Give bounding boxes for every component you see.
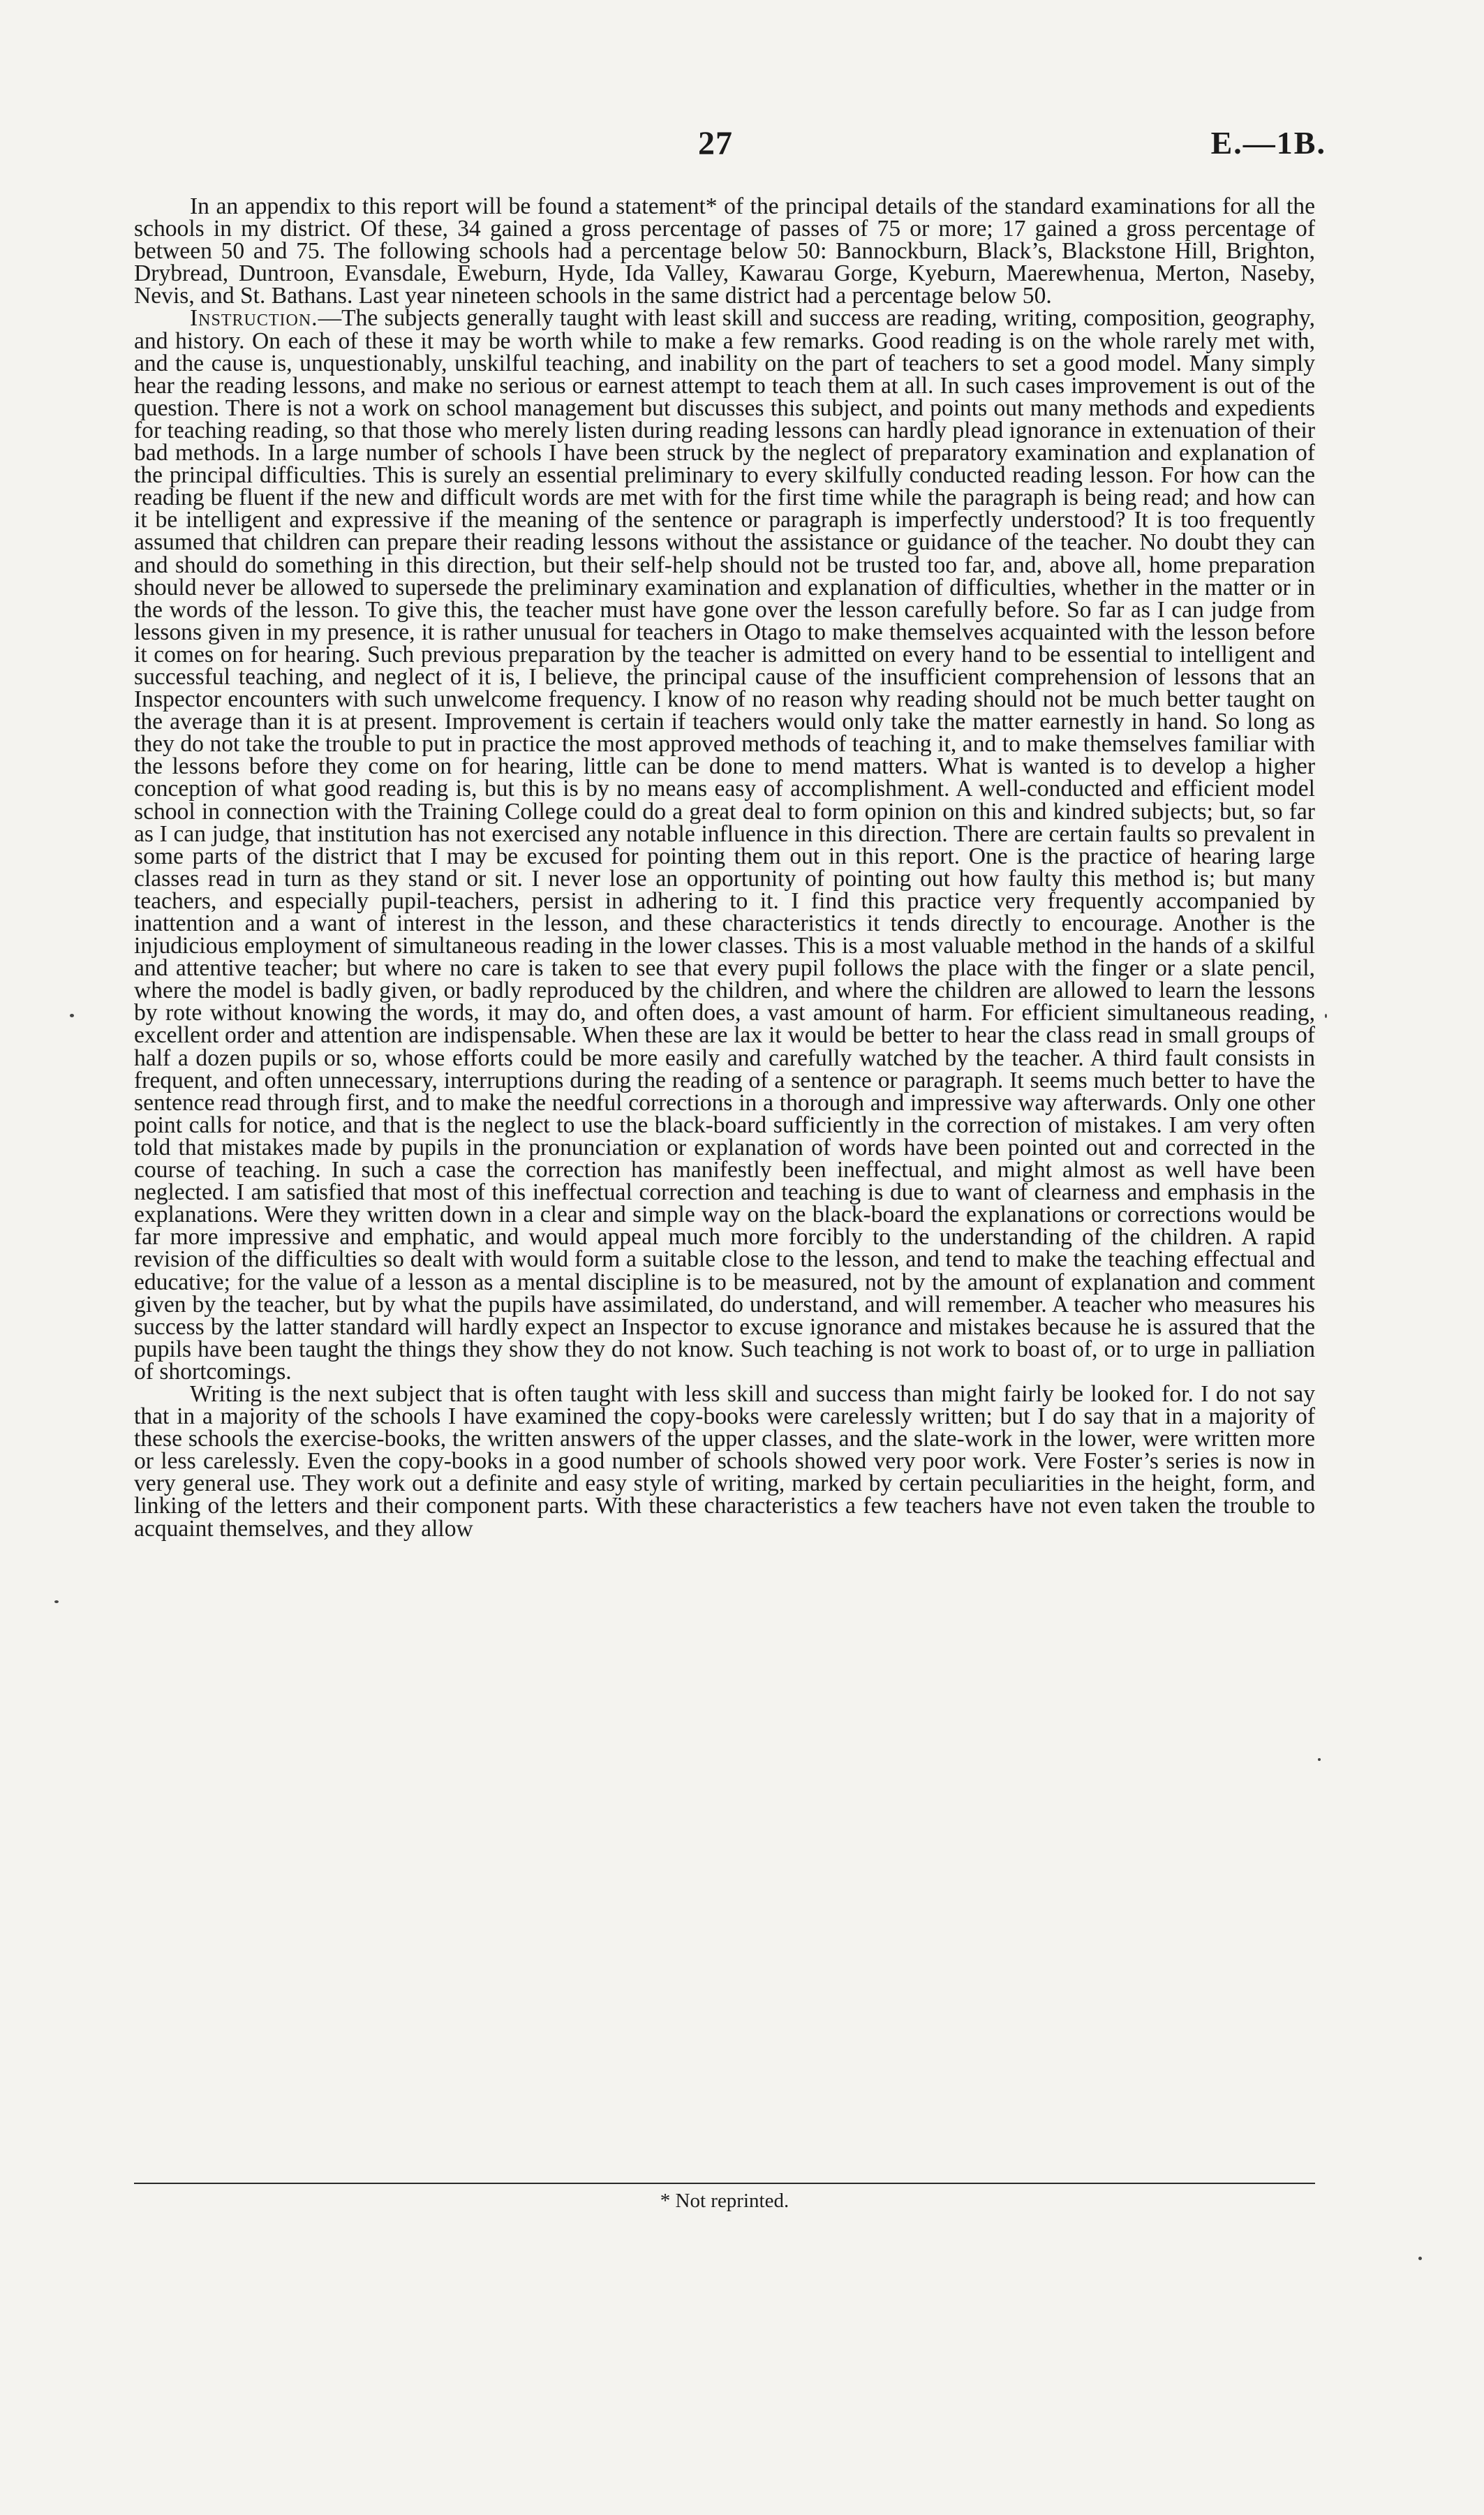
paragraph-instruction [134, 307, 1315, 1383]
footnote-divider [134, 2183, 1315, 2184]
scan-speck [1318, 1758, 1321, 1761]
paragraph-text: In an appendix to this report will be found a statement* of the principal details of the standard examinations for all the schools in my district. Of these, 34 gained a gross percentage of passes of 75 or more; 17 gained a gross percentage of between 50 and 75. The following schools had a percentage below 50: Bannockburn, Black’s, Blackstone Hill, Brighton, Drybread, Duntroon, Evansdale, Eweburn, Hyde, Ida Valley, Kawarau Gorge, Kyeburn, Maerewhenua, Merton, Naseby, Nevis, and St. Bathans. Last year nineteen schools in the same district had a percentage below 50. [134, 193, 1315, 309]
paragraph-text: —The subjects generally taught with least skill and success are reading, writing, composition, geography, and history. On each of these it may be worth while to make a few remarks. Good reading is on the whole rarely met with, and the cause is, unquestionably, unskilful teaching, and inability on the part of teachers to set a good model. Many simply hear the reading lessons, and make no serious or earnest attempt to teach them at all. In such cases improvement is out of the question. There is not a work on school management but discusses this subject, and points out many methods and expedients for teaching reading, so that those who merely listen during reading lessons can hardly plead ignorance in extenuation of their bad methods. In a large number of schools I have been struck by the neglect of preparatory examination and explanation of the principal difficulties. This is surely an essential preliminary to every skilfully conducted reading lesson. For how can the reading be fluent if the new and difficult words are met with for the first time while the paragraph is being read; and how can it be intelligent and expressive if the meaning of the sentence or paragraph is imperfectly understood? It is too frequently assumed that children can prepare their reading lessons without the assistance or guidance of the teacher. No doubt they can and should do something in this direction, but their self-help should not be trusted too far, and, above all, home preparation should never be allowed to supersede the preliminary examination and explanation of difficulties, whether in the matter or in the words of the lesson. To give this, the teacher must have gone over the lesson carefully before. So far as I can judge from lessons given in my presence, it is rather unusual for teachers in Otago to make themselves acquainted with the lesson before it comes on for hearing. Such previous preparation by the teacher is admitted on every hand to be essential to intelligent and successful teaching, and neglect of it is, I believe, the principal cause of the insufficient comprehension of lessons that an Inspector encounters with such unwelcome frequency. I know of no reason why reading should not be much better taught on the average than it is at present. Improvement is certain if teachers would only take the matter earnestly in hand. So long as they do not take the trouble to put in practice the most approved methods of teaching it, and to make themselves familiar with the lessons before they come on for hearing, little can be done to mend matters. What is wanted is to develop a higher conception of what good reading is, but this is by no means easy of accomplishment. A well-conducted and efficient model school in connection with the Training College could do a great deal to form opinion on this and kindred subjects; but, so far as I can judge, that institution has not exercised any notable influence in this direction. There are certain faults so prevalent in some parts of the district that I may be excused for pointing them out in this report. One is the practice of hearing large classes read in turn as they stand or sit. I never lose an opportunity of pointing out how faulty this method is; but many teachers, and especially pupil-teachers, persist in adhering to it. I find this practice very frequently accompanied by inattention and a want of interest in the lesson, and these characteristics it tends directly to encourage. Another is the injudicious employment of simultaneous reading in the lower classes. This is a most valuable method in the hands of a skilful and attentive teacher; but where no care is taken to see that every pupil follows the place with the finger or a slate pencil, where the model is badly given, or badly reproduced by the children, and where the children are allowed to learn the lessons by rote without knowing the words, it may do, and often does, a vast amount of harm. For efficient simultaneous reading, excellent order and attention are indispensable. When these are lax it would be better to hear the class read in small groups of half a dozen pupils or so, whose efforts could be more easily and carefully watched by the teacher. A third fault consists in frequent, and often unnecessary, interruptions during the reading of a sentence or paragraph. It seems much better to have the sentence read through first, and to make the needful corrections in a thorough and impressive way afterwards. Only one other point calls for notice, and that is the neglect to use the black-board sufficiently in the correction of mistakes. I am very often told that mistakes made by pupils in the pronunciation or explanation of words have been pointed out and corrected in the course of teaching. In such a case the correction has manifestly been ineffectual, and might almost as well have been neglected. I am satisfied that most of this ineffectual correction and teaching is due to want of clearness and emphasis in the explanations. Were they written down in a clear and simple way on the black-board the explanations or corrections would be far more impressive and emphatic, and would appeal much more forcibly to the understanding of the children. A rapid revision of the difficulties so dealt with would form a suitable close to the lesson, and tend to make the teaching effectual and educative; for the value of a lesson as a mental discipline is to be measured, not by the amount of explanation and comment given by the teacher, but by what the pupils have assimilated, do understand, and will remember. A teacher who measures his success by the latter standard will hardly expect an Inspector to excuse ignorance and mistakes because he is assured that the pupils have been taught the things they show they do not know. Such teaching is not work to boast of, or to urge in palliation of shortcomings. [134, 305, 1315, 1385]
report-body [134, 193, 1315, 1542]
paragraph-text: Writing is the next subject that is often taught with less skill and success than might fairly be looked for. I do not say that in a majority of the schools I have examined the copy-books were carelessly written; but I do say that in a majority of these schools the exercise-books, the written answers of the upper classes, and the slate-work in the lower, were written more or less carelessly. Even the copy-books in a good number of schools showed very poor work. Vere Foster’s series is now in very general use. They work out a definite and easy style of writing, marked by certain peculiarities in the height, form, and linking of the letters and their component parts. With these characteristics a few teachers have not even taken the trouble to acquaint themselves, and they allow [134, 1380, 1315, 1542]
section-heading-instruction: Instruction. [190, 305, 318, 332]
scan-speck [1325, 1014, 1327, 1018]
document-reference: E.—1B. [1210, 125, 1326, 161]
footnote: * Not reprinted. [660, 2190, 789, 2212]
page-number: 27 [698, 125, 733, 162]
scan-speck [1418, 2257, 1422, 2260]
scan-speck [70, 1014, 74, 1017]
paragraph-examinations [134, 193, 1315, 309]
scan-speck [54, 1600, 59, 1603]
paragraph-writing [134, 1380, 1315, 1542]
page-header [698, 124, 1326, 173]
